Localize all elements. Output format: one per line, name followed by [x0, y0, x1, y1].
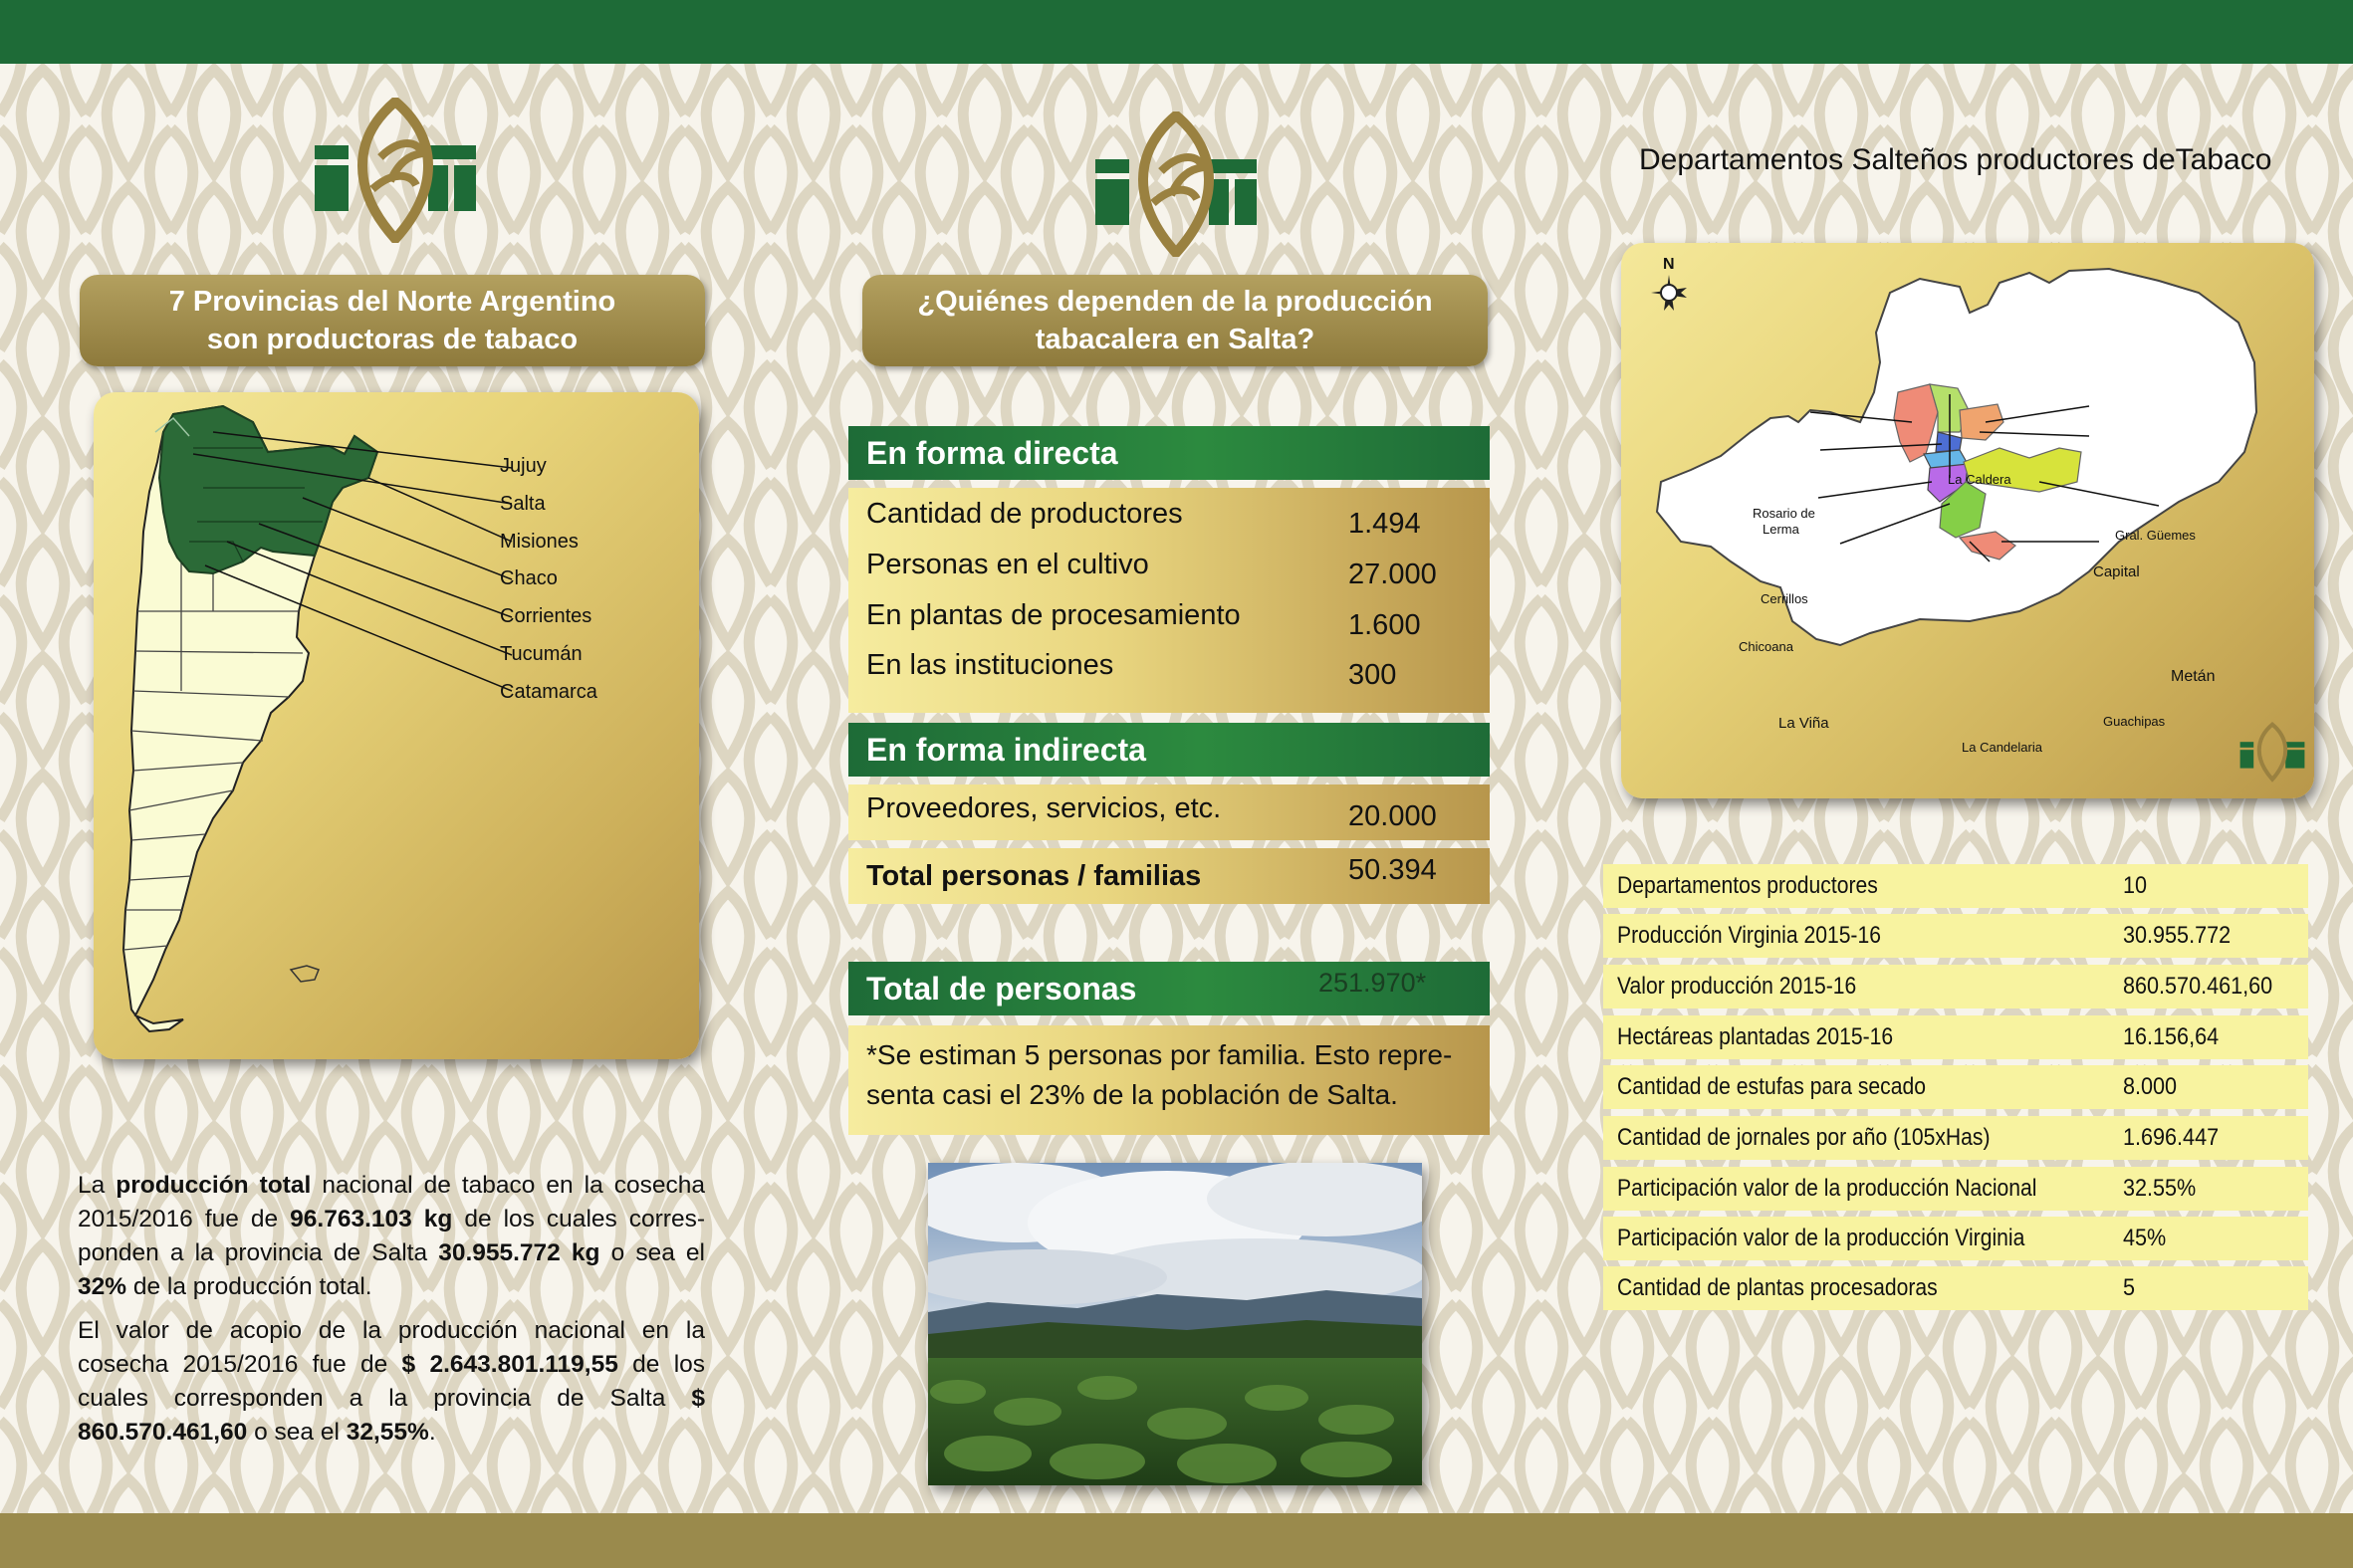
total-families-row	[848, 848, 1490, 904]
direct-row-label: En plantas de procesamiento	[866, 599, 1241, 631]
provinces-title-line2: son productoras de tabaco	[206, 324, 579, 355]
map-label-gral-guemes: Gral. Güemes	[2115, 528, 2196, 543]
salta-map-card	[1621, 243, 2314, 798]
direct-row-value: 1.494	[1348, 508, 1421, 540]
label-salta: Salta	[500, 493, 546, 515]
direct-row-label: En las instituciones	[866, 649, 1114, 681]
table-row: Participación valor de la producción Virginia 45%	[1603, 1217, 2308, 1260]
map-label-lerma: Lerma	[1763, 522, 1799, 537]
indirect-row-label: Proveedores, servicios, etc.	[866, 792, 1222, 824]
total-people-heading	[848, 962, 1490, 1015]
total-people-value: 251.970*	[1318, 968, 1427, 998]
map-label-rosario: Rosario de	[1753, 506, 1815, 521]
table-row: Valor producción 2015-16 860.570.461,60	[1603, 965, 2308, 1008]
direct-row-value: 300	[1348, 659, 1397, 691]
map-label-la-vina: La Viña	[1778, 715, 1829, 732]
indirect-row	[848, 784, 1490, 840]
departments-title: Departamentos Salteños productores deTabaco	[1639, 143, 2272, 176]
indirect-row-value: 20.000	[1348, 800, 1437, 832]
table-row: Departamentos productores 10	[1603, 864, 2308, 908]
map-label-cerrillos: Cerrillos	[1761, 591, 1808, 606]
production-paragraph: La producción total nacional de tabaco en la cosecha 2015/2016 fue de 96.763.103 kg de los cuales corres-ponden a la provincia de Salta 30.955.772 kg o sea el 32% de la producción total.	[78, 1172, 705, 1300]
direct-row-value: 1.600	[1348, 609, 1421, 641]
map-label-chicoana: Chicoana	[1739, 639, 1793, 654]
indirect-heading: En forma indirecta	[848, 723, 1490, 777]
value-paragraph: El valor de acopio de la producción nacional en la cosecha 2015/2016 fue de $ 2.643.801.119,55 de los cuales corresponden a la provincia de Salta $ 860.570.461,60 o sea el 32,55%.	[78, 1317, 706, 1446]
tobacco-field-photo	[928, 1163, 1422, 1485]
total-families-label: Total personas / familias	[866, 860, 1202, 892]
direct-row-value: 27.000	[1348, 559, 1437, 590]
provinces-title-line1: 7 Provincias del Norte Argentino	[168, 286, 616, 318]
total-people-label: Total de personas	[866, 971, 1137, 1007]
label-catamarca: Catamarca	[500, 681, 597, 703]
leaf-logo-icon	[311, 98, 480, 243]
bottom-gold-bar	[0, 1513, 2353, 1568]
leaf-logo-icon	[2240, 725, 2305, 780]
dependents-title-line2: tabacalera en Salta?	[1035, 324, 1315, 355]
total-families-value: 50.394	[1348, 854, 1437, 886]
label-jujuy: Jujuy	[500, 455, 547, 477]
salta-departments-map	[1621, 243, 2314, 798]
table-row: Cantidad de jornales por año (105xHas) 1.696.447	[1603, 1116, 2308, 1160]
svg-text:N: N	[1663, 256, 1675, 273]
provinces-title-pill	[80, 275, 705, 366]
dependents-title-pill	[862, 275, 1488, 366]
label-misiones: Misiones	[500, 531, 579, 553]
leaf-logo-icon	[1091, 112, 1261, 257]
footnote-panel	[848, 1025, 1490, 1135]
map-label-capital: Capital	[2093, 563, 2140, 580]
table-row: Producción Virginia 2015-16 30.955.772	[1603, 914, 2308, 958]
table-row: Cantidad de estufas para secado 8.000	[1603, 1065, 2308, 1109]
table-row: Participación valor de la producción Nacional 32.55%	[1603, 1167, 2308, 1211]
direct-row-label: Personas en el cultivo	[866, 549, 1149, 580]
argentina-map	[94, 392, 699, 1059]
direct-heading: En forma directa	[848, 426, 1490, 480]
label-corrientes: Corrientes	[500, 605, 592, 627]
direct-row-label: Cantidad de productores	[866, 498, 1183, 530]
top-green-bar	[0, 0, 2353, 64]
direct-rows-panel	[848, 488, 1490, 713]
label-tucuman: Tucumán	[500, 643, 583, 665]
map-label-guachipas: Guachipas	[2103, 714, 2166, 729]
dependents-title-line1: ¿Quiénes dependen de la producción	[917, 286, 1433, 318]
label-chaco: Chaco	[500, 567, 558, 589]
map-label-la-caldera: La Caldera	[1948, 472, 2011, 487]
argentina-map-card	[94, 392, 699, 1059]
map-label-metan: Metán	[2171, 668, 2216, 685]
footnote-line2: senta casi el 23% de la población de Salta.	[866, 1079, 1398, 1110]
map-label-la-candelaria: La Candelaria	[1962, 740, 2042, 755]
compass-icon	[1651, 256, 1687, 311]
table-row: Hectáreas plantadas 2015-16 16.156,64	[1603, 1015, 2308, 1059]
table-row: Cantidad de plantas procesadoras 5	[1603, 1266, 2308, 1310]
footnote-line1: *Se estiman 5 personas por familia. Esto repre-	[866, 1039, 1453, 1070]
